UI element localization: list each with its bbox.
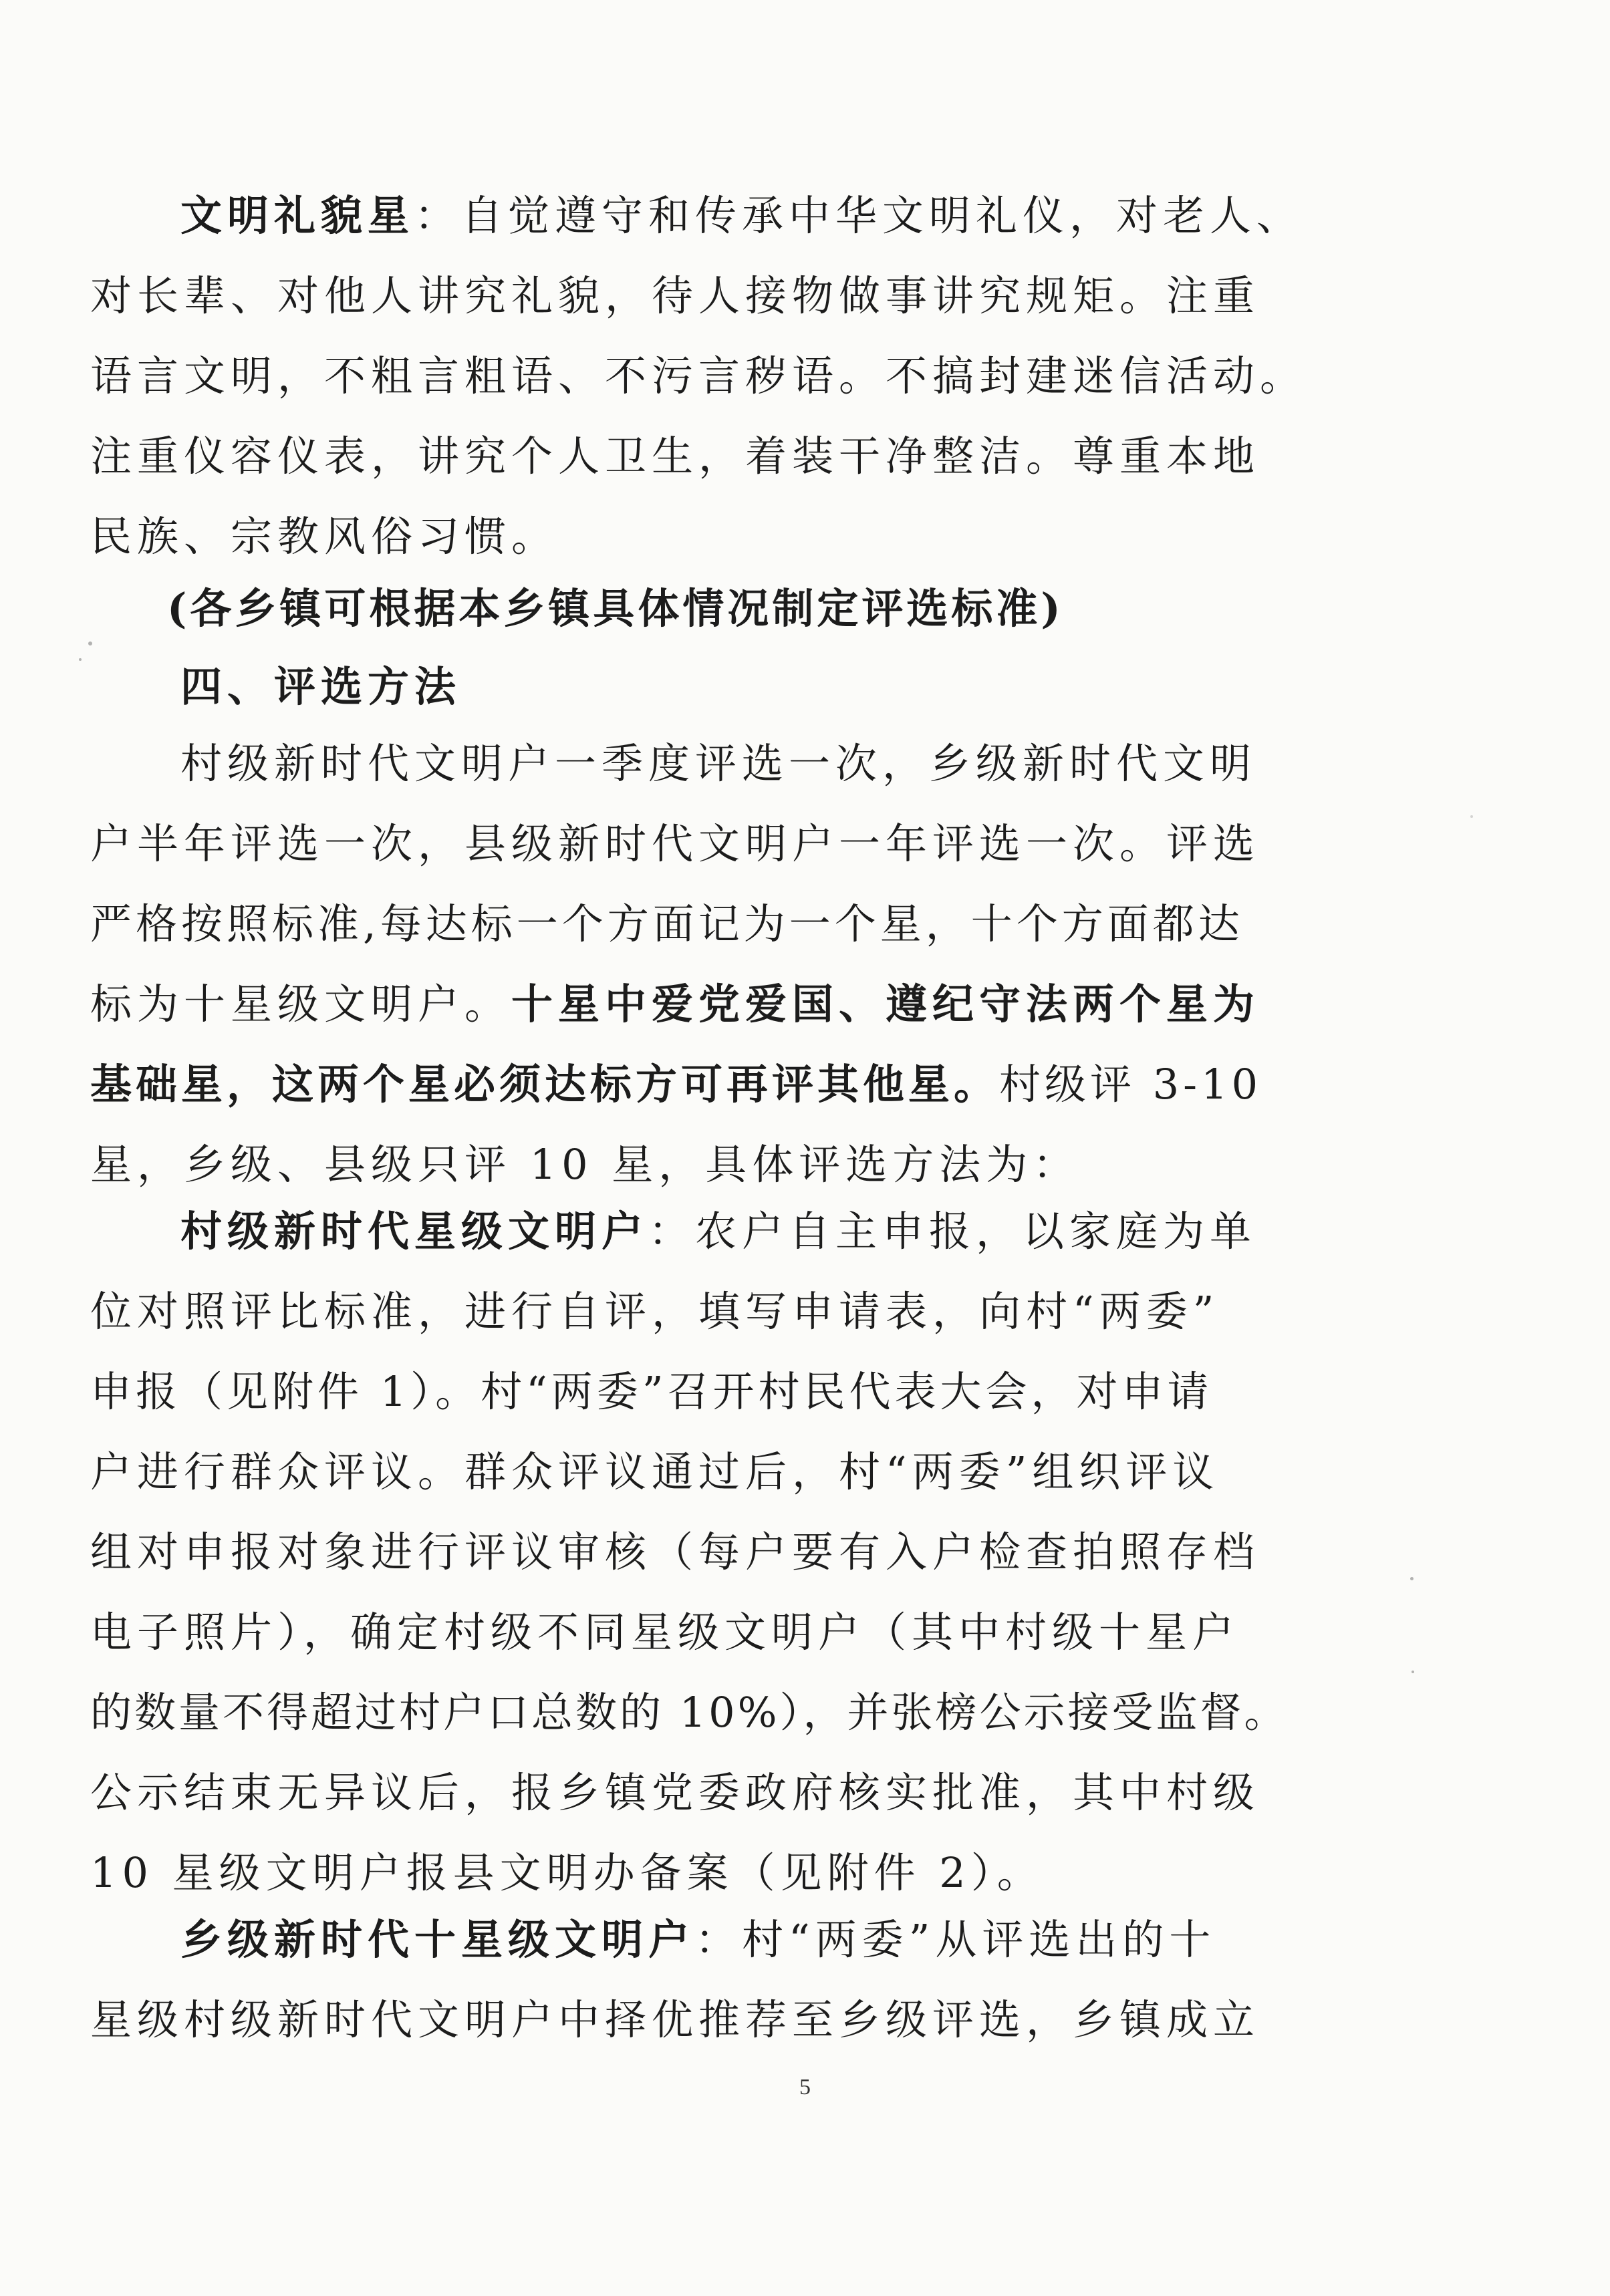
paragraph-1-line-5: 民族、宗教风俗习惯。 xyxy=(90,512,559,561)
paragraph-2-line-1: 村级新时代文明户一季度评选一次，乡级新时代文明 xyxy=(180,739,1257,788)
paragraph-2-line-6: 星，乡级、县级只评 10 星，具体评选方法为： xyxy=(90,1140,1080,1189)
term-village-star-household: 村级新时代星级文明户 xyxy=(180,1207,649,1256)
scan-speck xyxy=(88,641,92,645)
paragraph-3-line-2: 位对照评比标准，进行自评，填写申请表，向村“两委” xyxy=(90,1287,1220,1336)
paragraph-1-line-1: 文明礼貌星：自觉遵守和传承中华文明礼仪，对老人、 xyxy=(180,191,1304,240)
scan-speck xyxy=(79,658,82,661)
paragraph-1-line-3: 语言文明，不粗言粗语、不污言秽语。不搞封建迷信活动。 xyxy=(90,351,1307,400)
scan-speck xyxy=(1412,1671,1414,1673)
scan-speck xyxy=(1410,1577,1414,1580)
paragraph-1-line-4: 注重仪容仪表，讲究个人卫生，着装干净整洁。尊重本地 xyxy=(90,432,1260,480)
paragraph-2-line-4: 标为十星级文明户。十星中爱党爱国、遵纪守法两个星为 xyxy=(90,980,1260,1028)
paragraph-3-line-7: 的数量不得超过村户口总数的 10%），并张榜公示接受监督。 xyxy=(90,1688,1289,1737)
paragraph-4-line-1: 乡级新时代十星级文明户：村“两委”从评选出的十 xyxy=(180,1915,1216,1964)
paragraph-3-line-4: 户进行群众评议。群众评议通过后，村“两委”组织评议 xyxy=(90,1447,1220,1496)
term-township-ten-star-household: 乡级新时代十星级文明户 xyxy=(180,1915,696,1964)
paragraph-3-line-3: 申报（见附件 1）。村“两委”召开村民代表大会，对申请 xyxy=(90,1367,1213,1416)
foundation-star-rule-cont: 基础星，这两个星必须达标方可再评其他星。 xyxy=(90,1060,1000,1109)
paragraph-3-line-8: 公示结束无异议后，报乡镇党委政府核实批准，其中村级 xyxy=(90,1768,1260,1817)
foundation-star-rule: 十星中爱党爱国、遵纪守法两个星为 xyxy=(511,980,1260,1028)
paragraph-1-line-2: 对长辈、对他人讲究礼貌，待人接物做事讲究规矩。注重 xyxy=(90,271,1260,320)
paragraph-3-line-5: 组对申报对象进行评议审核（每户要有入户检查拍照存档 xyxy=(90,1528,1260,1576)
paragraph-3-line-9: 10 星级文明户报县文明办备案（见附件 2）。 xyxy=(90,1848,1044,1897)
term-civility-star: 文明礼貌星 xyxy=(180,191,415,240)
paragraph-3-line-6: 电子照片），确定村级不同星级文明户（其中村级十星户 xyxy=(90,1608,1240,1657)
criteria-note: (各乡镇可根据本乡镇具体情况制定评选标准) xyxy=(167,584,1064,633)
paragraph-3-line-1: 村级新时代星级文明户：农户自主申报，以家庭为单 xyxy=(180,1207,1257,1256)
section-heading: 四、评选方法 xyxy=(180,662,462,711)
scan-speck xyxy=(1470,815,1473,818)
paragraph-2-line-2: 户半年评选一次，县级新时代文明户一年评选一次。评选 xyxy=(90,819,1260,868)
paragraph-4-line-2: 星级村级新时代文明户中择优推荐至乡级评选，乡镇成立 xyxy=(90,1995,1260,2044)
paragraph-2-line-3: 严格按照标准,每达标一个方面记为一个星，十个方面都达 xyxy=(90,899,1244,948)
paragraph-2-line-5: 基础星，这两个星必须达标方可再评其他星。村级评 3-10 xyxy=(90,1060,1262,1109)
page-number: 5 xyxy=(799,2075,811,2100)
